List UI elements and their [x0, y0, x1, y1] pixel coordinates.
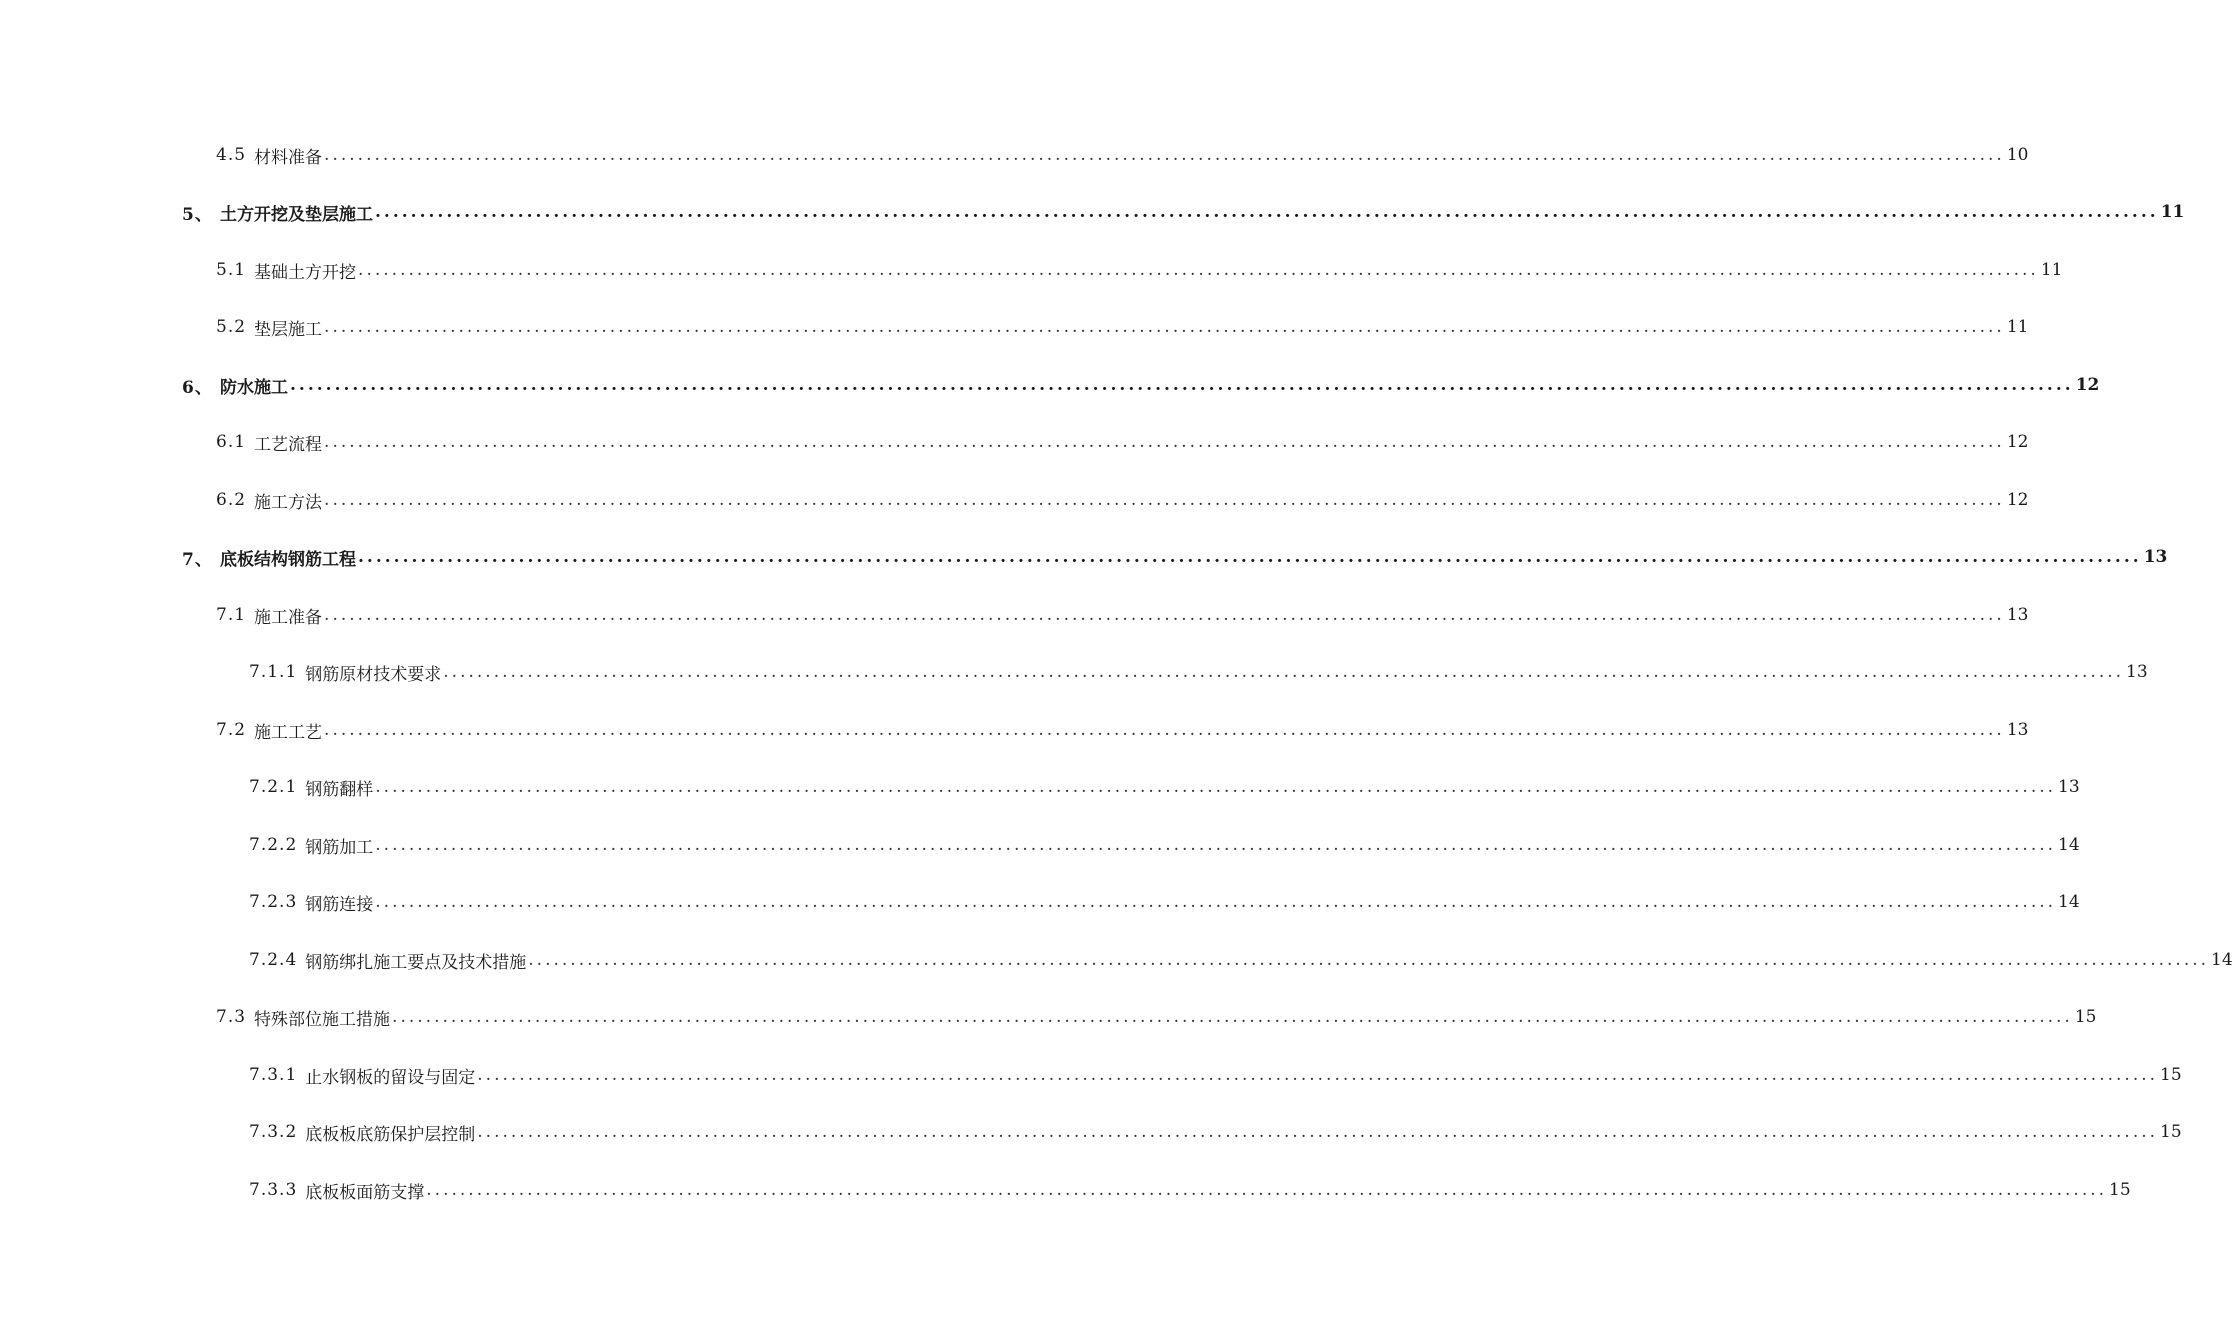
toc-entry-7-2-4[interactable]	[249, 945, 2233, 975]
toc-entry-title: 施工准备	[254, 607, 323, 628]
toc-entry-title: 钢筋翻样	[305, 779, 374, 800]
toc-entry-number: 7.3.2	[249, 1122, 298, 1142]
dot-leader: ........................................................................................................................................................................................................	[443, 662, 2125, 682]
toc-entry-page: 12	[2006, 432, 2029, 452]
toc-entry-5[interactable]	[182, 197, 2185, 227]
toc-entry-page: 13	[2143, 547, 2168, 567]
toc-entry-7-2-2[interactable]	[249, 830, 2080, 860]
toc-entry-number: 7.3.3	[249, 1180, 298, 1200]
dot-leader: ........................................................................................................................................................................................................	[358, 260, 2039, 280]
toc-entry-page: 12	[2075, 375, 2100, 395]
dot-leader: ........................................................................................................................................................................................................	[324, 317, 2005, 337]
toc-entry-6-1[interactable]	[216, 427, 2029, 457]
toc-entry-7-3-2[interactable]	[249, 1117, 2182, 1147]
dot-leader: ........................................................................................................................................................................................................	[528, 950, 2210, 970]
toc-entry-number: 7.2.4	[249, 950, 298, 970]
toc-entry-page: 14	[2058, 835, 2080, 855]
toc-entry-page: 15	[2109, 1180, 2131, 1200]
toc-entry-page: 13	[2006, 605, 2029, 625]
toc-entry-number: 6.2	[216, 490, 247, 510]
toc-entry-7-2-1[interactable]	[249, 772, 2080, 802]
toc-entry-title: 特殊部位施工措施	[254, 1009, 391, 1030]
toc-entry-page: 13	[2058, 777, 2080, 797]
toc-entry-number: 5、	[182, 204, 213, 225]
toc-entry-7[interactable]	[182, 542, 2168, 572]
toc-entry-page: 14	[2058, 892, 2080, 912]
toc-entry-5-1[interactable]	[216, 255, 2063, 285]
toc-entry-title: 材料准备	[254, 147, 323, 168]
toc-entry-number: 5.1	[216, 260, 247, 280]
toc-entry-title: 钢筋绑扎施工要点及技术措施	[305, 952, 527, 973]
toc-entry-page: 15	[2074, 1007, 2097, 1027]
toc-entry-title: 底板板面筋支撑	[305, 1182, 425, 1203]
dot-leader: ........................................................................................................................................................................................................	[375, 835, 2057, 855]
toc-entry-title: 底板结构钢筋工程	[220, 549, 356, 570]
toc-entry-number: 7.2.3	[249, 892, 298, 912]
toc-entry-title: 钢筋原材技术要求	[305, 664, 442, 685]
toc-entry-page: 13	[2006, 720, 2029, 740]
toc-entry-title: 施工方法	[254, 492, 323, 513]
toc-entry-number: 6.1	[216, 432, 247, 452]
toc-entry-7-3[interactable]	[216, 1002, 2097, 1032]
toc-entry-4-5[interactable]	[216, 140, 2029, 170]
toc-entry-page: 13	[2126, 662, 2148, 682]
toc-entry-page: 11	[2006, 317, 2029, 337]
dot-leader: ........................................................................................................................................................................................................	[324, 605, 2005, 625]
dot-leader: ........................................................................................................................................................................................................	[358, 547, 2142, 567]
toc-entry-6[interactable]	[182, 370, 2100, 400]
toc-entry-number: 7.2.2	[249, 835, 298, 855]
dot-leader: ........................................................................................................................................................................................................	[324, 145, 2005, 165]
dot-leader: ........................................................................................................................................................................................................	[375, 202, 2159, 222]
dot-leader: ........................................................................................................................................................................................................	[375, 777, 2057, 797]
toc-entry-number: 5.2	[216, 317, 247, 337]
toc-entry-7-1-1[interactable]	[249, 657, 2148, 687]
toc-entry-page: 15	[2160, 1122, 2182, 1142]
toc-entry-number: 6、	[182, 377, 213, 398]
toc-entry-number: 4.5	[216, 145, 247, 165]
dot-leader: ........................................................................................................................................................................................................	[477, 1122, 2159, 1142]
dot-leader: ........................................................................................................................................................................................................	[426, 1180, 2108, 1200]
toc-entry-title: 基础土方开挖	[254, 262, 357, 283]
toc-entry-7-3-1[interactable]	[249, 1060, 2182, 1090]
toc-entry-page: 11	[2040, 260, 2063, 280]
dot-leader: ........................................................................................................................................................................................................	[477, 1065, 2159, 1085]
toc-entry-page: 12	[2006, 490, 2029, 510]
dot-leader: ........................................................................................................................................................................................................	[324, 490, 2005, 510]
toc-entry-title: 钢筋连接	[305, 894, 374, 915]
toc-entry-number: 7.1	[216, 605, 247, 625]
toc-entry-title: 止水钢板的留设与固定	[305, 1067, 476, 1088]
toc-entry-6-2[interactable]	[216, 485, 2029, 515]
toc-entry-title: 工艺流程	[254, 434, 323, 455]
toc-entry-page: 11	[2160, 202, 2185, 222]
toc-entry-7-1[interactable]	[216, 600, 2029, 630]
toc-entry-7-2[interactable]	[216, 715, 2029, 745]
dot-leader: ........................................................................................................................................................................................................	[375, 892, 2057, 912]
toc-entry-number: 7.1.1	[249, 662, 298, 682]
toc-entry-title: 施工工艺	[254, 722, 323, 743]
toc-entry-7-3-3[interactable]	[249, 1175, 2131, 1205]
dot-leader: ........................................................................................................................................................................................................	[324, 432, 2005, 452]
toc-entry-number: 7.3	[216, 1007, 247, 1027]
toc-entry-number: 7.2	[216, 720, 247, 740]
dot-leader: ........................................................................................................................................................................................................	[324, 720, 2005, 740]
toc-entry-5-2[interactable]	[216, 312, 2029, 342]
toc-entry-title: 土方开挖及垫层施工	[220, 204, 373, 225]
toc-entry-page: 10	[2006, 145, 2029, 165]
toc-entry-page: 14	[2211, 950, 2233, 970]
toc-entry-page: 15	[2160, 1065, 2182, 1085]
toc-entry-title: 垫层施工	[254, 319, 323, 340]
dot-leader: ........................................................................................................................................................................................................	[392, 1007, 2073, 1027]
toc-entry-title: 底板板底筋保护层控制	[305, 1124, 476, 1145]
toc-entry-number: 7.2.1	[249, 777, 298, 797]
dot-leader: ........................................................................................................................................................................................................	[290, 375, 2074, 395]
toc-entry-title: 钢筋加工	[305, 837, 374, 858]
toc-entry-title: 防水施工	[220, 377, 288, 398]
toc-entry-number: 7、	[182, 549, 213, 570]
toc-entry-number: 7.3.1	[249, 1065, 298, 1085]
toc-entry-7-2-3[interactable]	[249, 887, 2080, 917]
